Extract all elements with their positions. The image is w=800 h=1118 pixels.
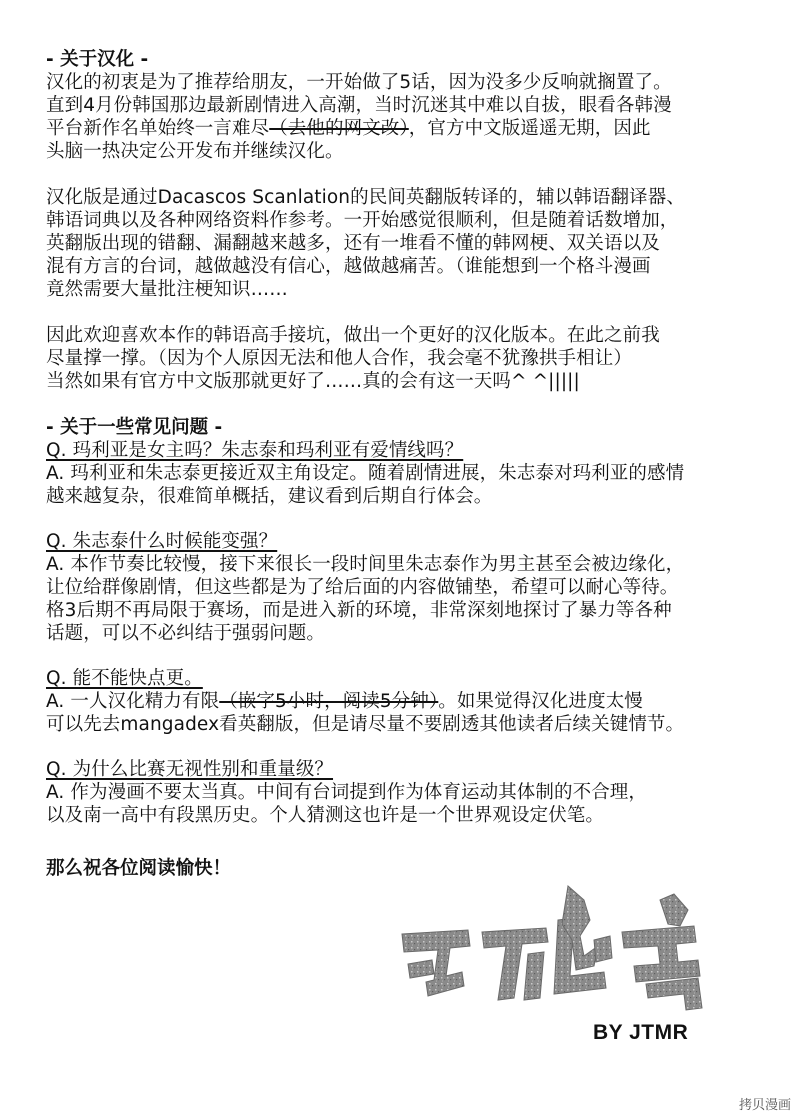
text-line: 汉化的初衷是为了推荐给朋友，一开始做了5话，因为没多少反响就搁置了。 — [46, 72, 672, 93]
faq-answer-line: A. 作为漫画不要太当真。中间有台词提到作为体育运动其体制的不合理， — [46, 782, 647, 803]
text-line: 当然如果有官方中文版那就更好了……真的会有这一天吗^ ^||||| — [46, 371, 580, 392]
text-line — [46, 117, 766, 140]
faq-item-2 — [46, 530, 766, 645]
about-paragraph-1 — [46, 71, 766, 163]
section-gap — [46, 393, 766, 416]
about-heading: - 关于汉化 - — [46, 49, 149, 70]
text-segment: A. 一人汉化精力有限 — [46, 691, 220, 712]
byline: BY JTMR — [593, 1021, 689, 1044]
text-line: 尽量撑一撑。（因为个人原因无法和他人合作，我会毫不犹豫拱手相让） — [46, 348, 632, 369]
faq-answer-line — [46, 690, 766, 713]
faq-question: Q. 为什么比赛无视性别和重量级？ — [46, 759, 334, 780]
faq-item-4 — [46, 758, 766, 827]
faq-answer-line: A. 本作节奏比较慢，接下来很长一段时间里朱志泰作为男主甚至会被边缘化， — [46, 554, 685, 575]
text-line: 韩语词典以及各种网络资料作参考。一开始感觉很顺利，但是随着话数增加， — [46, 210, 679, 231]
text-line: 直到4月份韩国那边最新剧情进入高潮，当时沉迷其中难以自拔，眼看各韩漫 — [46, 95, 672, 116]
about-paragraph-3 — [46, 324, 766, 393]
faq-question: Q. 朱志泰什么时候能变强？ — [46, 531, 278, 552]
closing-line: 那么祝各位阅读愉快！ — [46, 858, 232, 879]
paragraph-gap — [46, 163, 766, 186]
faq-answer-line: 格3后期不再局限于赛场，而是进入新的环境，非常深刻地探讨了暴力等各种 — [46, 600, 672, 621]
faq-answer-line: 以及南一高中有段黑历史。个人猜测这也许是一个世界观设定伏笔。 — [46, 805, 605, 826]
faq-answer-line: 话题，可以不必纠结于强弱问题。 — [46, 623, 326, 644]
strikethrough-aside: （嵌字5小时，阅读5分钟） — [219, 691, 439, 712]
faq-heading: - 关于一些常见问题 - — [46, 417, 223, 438]
faq-answer-line: 让位给群像剧情，但这些都是为了给后面的内容做铺垫，希望可以耐心等待。 — [46, 577, 679, 598]
document-body — [46, 48, 766, 880]
watermark: 拷贝漫画 — [736, 1093, 794, 1114]
text-line: 汉化版是通过Dacascos Scanlation的民间英翻版转译的，辅以韩语翻译器、 — [46, 187, 685, 208]
faq-item-3 — [46, 667, 766, 736]
faq-gap — [46, 827, 766, 849]
faq-gap — [46, 508, 766, 530]
faq-question: Q. 玛利亚是女主吗？朱志泰和玛利亚有爱情线吗？ — [46, 440, 464, 461]
faq-answer-line: 越来越复杂，很难简单概括，建议看到后期自行体会。 — [46, 486, 493, 507]
grunge-title-logo-icon — [398, 880, 728, 1020]
text-line: 竟然需要大量批注梗知识…… — [46, 279, 288, 300]
paragraph-gap — [46, 301, 766, 324]
faq-answer-line: A. 玛利亚和朱志泰更接近双主角设定。随着剧情进展，朱志泰对玛利亚的感情 — [46, 463, 685, 484]
text-line: 英翻版出现的错翻、漏翻越来越多，还有一堆看不懂的韩网梗、双关语以及 — [46, 233, 660, 254]
faq-item-1 — [46, 439, 766, 508]
text-segment: 平台新作名单始终一言难尽 — [46, 118, 270, 139]
faq-answer-line: 可以先去mangadex看英翻版，但是请尽量不要剧透其他读者后续关键情节。 — [46, 714, 685, 735]
text-segment: ，官方中文版遥遥无期，因此 — [408, 118, 651, 139]
faq-gap — [46, 645, 766, 667]
about-paragraph-2 — [46, 186, 766, 301]
faq-gap — [46, 736, 766, 758]
text-line: 因此欢迎喜欢本作的韩语高手接坑，做出一个更好的汉化版本。在此之前我 — [46, 325, 660, 346]
strikethrough-aside: （去他的网文改） — [269, 118, 409, 139]
text-line: 头脑一热决定公开发布并继续汉化。 — [46, 141, 344, 162]
faq-question: Q. 能不能快点更。 — [46, 668, 203, 689]
text-line: 混有方言的台词，越做越没有信心，越做越痛苦。（谁能想到一个格斗漫画 — [46, 256, 651, 277]
text-segment: 。如果觉得汉化进度太慢 — [438, 691, 643, 712]
